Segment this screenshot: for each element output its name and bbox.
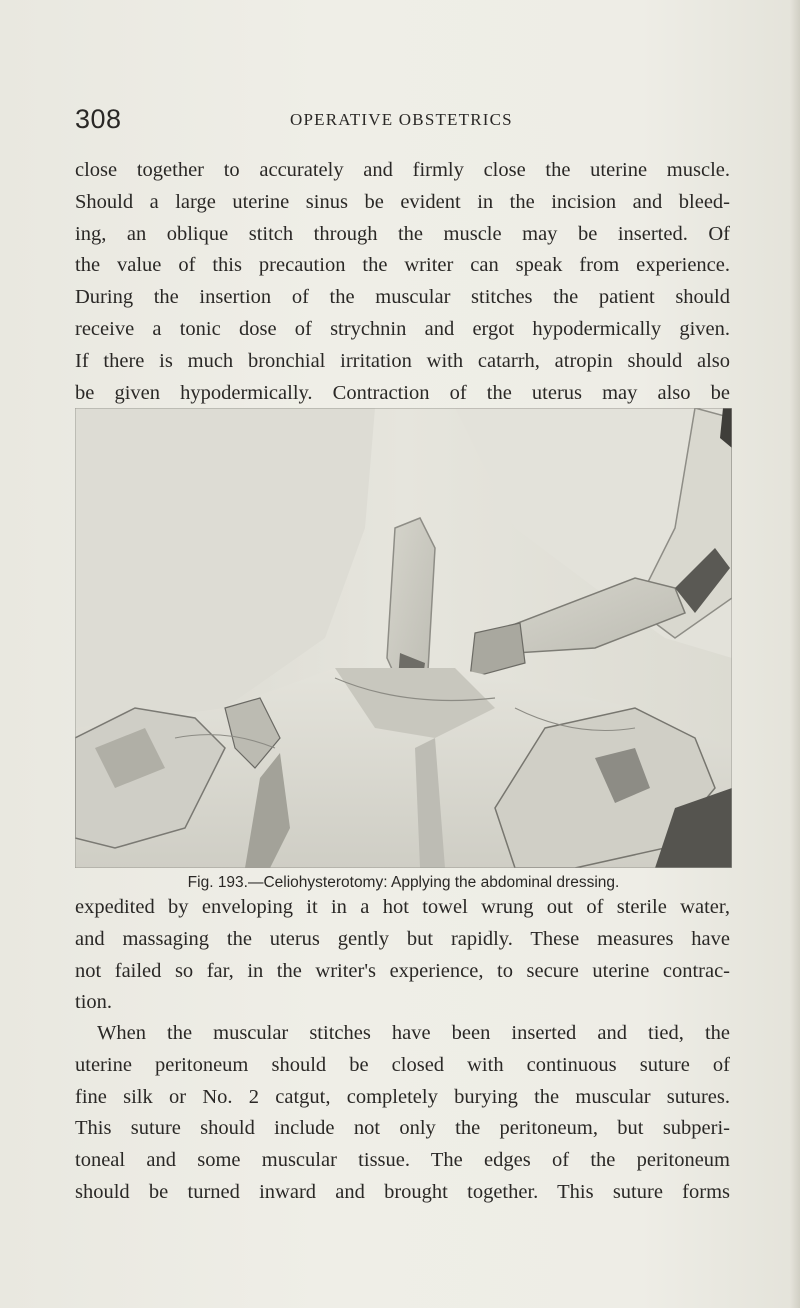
paragraph-1 (75, 155, 730, 409)
text-line: During the insertion of the muscular stitches the patient should (75, 286, 730, 309)
text-line: close together to accurately and firmly close the uterine muscle. (75, 159, 730, 181)
text-line: receive a tonic dose of strychnin and ergot hypodermically given. (75, 317, 730, 340)
text-line: This suture should include not only the peritoneum, but subperi- (75, 1117, 730, 1140)
text-line: If there is much bronchial irritation with catarrh, atropin should also (75, 349, 730, 372)
text-line: not failed so far, in the writer's experience, to secure uterine contrac- (75, 959, 730, 982)
text-line: and massaging the uterus gently but rapidly. These measures have (75, 927, 730, 950)
text-line: should be turned inward and brought together. This suture forms (75, 1180, 730, 1203)
figure-caption: Fig. 193.—Celiohysterotomy: Applying the abdominal dressing. (187, 874, 620, 891)
page-number: 308 (75, 104, 122, 134)
text-line: fine silk or No. 2 catgut, completely burying the muscular sutures. (75, 1085, 730, 1108)
paragraph-3 (75, 1018, 730, 1209)
running-head (75, 104, 725, 144)
surgical-photo-illustration (75, 408, 732, 868)
text-line: tion. (75, 991, 113, 1014)
text-line: toneal and some muscular tissue. The edges of the peritoneum (75, 1149, 730, 1172)
paragraph-2 (75, 892, 730, 1019)
text-line: uterine peritoneum should be closed with continuous suture of (75, 1053, 730, 1076)
text-line: the value of this precaution the writer can speak from experience. (75, 254, 730, 277)
text-line: be given hypodermically. Contraction of the uterus may also be (75, 381, 730, 404)
text-line: expedited by enveloping it in a hot towel wrung out of sterile water, (75, 896, 730, 918)
figure-photograph (75, 408, 732, 868)
text-line: Should a large uterine sinus be evident in the incision and bleed- (75, 190, 730, 213)
page-edge-shadow (790, 0, 800, 1308)
text-line: When the muscular stitches have been inserted and tied, the (97, 1022, 730, 1044)
text-line: ing, an oblique stitch through the muscle may be inserted. Of (75, 222, 730, 245)
running-title: OPERATIVE OBSTETRICS (290, 110, 513, 129)
